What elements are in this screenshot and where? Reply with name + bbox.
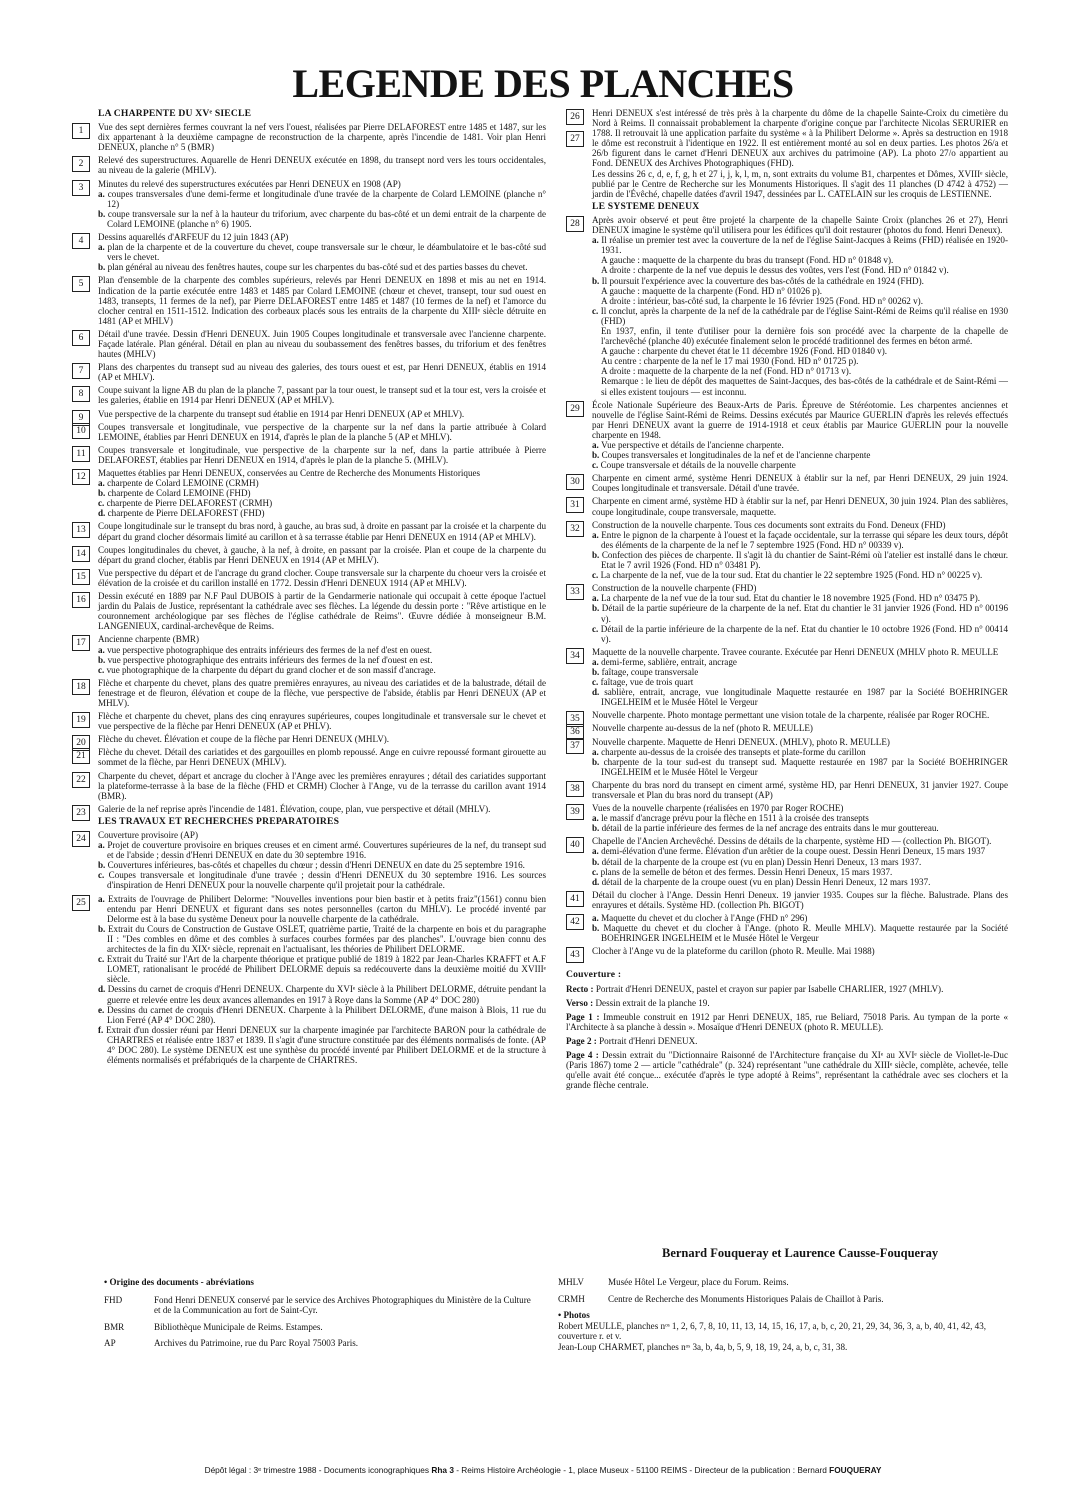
- entry-sub: b. Extrait du Cours de Construction de Gustave OSLET, quatrième partie, Traité de la charpente en bois et du paragraphe II : "Des combles en dôme et des combles à surfaces courbes formées par des planches". L'ouvrage bien connu des architectes de la fin du XIXᵉ siècle, reprenait en l'actualisant, les théories de Philibert DELORME.: [98, 923, 547, 955]
- plate-entry-8: [72, 385, 546, 405]
- entry-text: Dessins aquarellés d'ARFEUF du 12 juin 1843 (AP): [98, 232, 289, 243]
- plate-number: 38: [566, 781, 584, 797]
- entry-text: Vues de la nouvelle charpente (réalisées en 1970 par Roger ROCHE): [592, 803, 844, 814]
- entry-sub: c. Il conclut, après la charpente de la nef de la cathédrale par de l'église Saint-Rémi de Reims qu'il réalise en 1930 (FHD): [592, 305, 1009, 326]
- plate-number: 29: [566, 401, 584, 417]
- plate-number: 5: [72, 276, 90, 292]
- entry-text: Coupes transversale et longitudinale, vue perspective de la charpente sur la nef dans la partie attribuée à Colard LEMOINE, établies par Henri DENEUX en 1914, d'après le plan de la planche 5 (AP et MHLV).: [98, 421, 546, 442]
- entry-text: Construction de la nouvelle charpente (FHD): [592, 583, 757, 594]
- plate-entry-10: [72, 422, 546, 442]
- plate-entry-20: [72, 734, 546, 749]
- entry-text: Construction de la nouvelle charpente. Tous ces documents sont extraits du Fond. Deneux (FHD): [592, 519, 946, 530]
- entry-sub: a. coupes transversales d'une demi-ferme et longitudinale d'une travée de la charpente de Colard LEMOINE (planche n° 12): [98, 188, 547, 209]
- entry-sub: a. Entre le pignon de la charpente à l'ouest et la façade occidentale, sur la terrasse qui sépare les deux tours, dépôt des éléments de la charpente de la nef le 7 septembre 1925 (Fond. HD n° 00339 v).: [592, 529, 1009, 550]
- plate-number: 33: [566, 584, 584, 600]
- plate-entry-36: [566, 723, 1008, 738]
- plate-number: 43: [566, 947, 584, 963]
- plate-entry-14: [72, 545, 546, 565]
- entry-text: Nouvelle charpente. Maquette de Henri DENEUX. (MHLV), photo R. MEULLE): [592, 736, 890, 747]
- plate-number: 26: [566, 109, 584, 125]
- plate-entry-38: [566, 780, 1008, 800]
- entry-text: Coupes transversale et longitudinale, vue perspective de la charpente sur la nef, dans la partie attribuée à Pierre DELAFOREST, établies par Henri DENEUX en 1914, d'après le plan de la planche 5. (MHLV).: [98, 444, 546, 465]
- entry-text: Détail d'une travée. Dessin d'Henri DENEUX. Juin 1905 Coupes longitudinale et transversale avec l'ancienne charpente. Façade latérale. Plan général. Détail en plan au niveau du soubassement des fenêtres basses, du triforium et des fenêtres hautes (MHLV): [98, 328, 546, 360]
- entry-sub: c. La charpente de la nef, vue de la tour sud. Etat du chantier le 22 septembre 1925 (Fond. HD n° 00225 v).: [592, 570, 983, 581]
- plate-entry-2: [72, 155, 546, 175]
- photo-credit: Jean-Loup CHARMET, planches nᵒˢ 3a, b, 4a, b, 5, 9, 18, 19, 24, a, b, c, 31, 38.: [558, 1341, 848, 1352]
- right-column: [566, 108, 1008, 1094]
- entry-text: Coupe suivant la ligne AB du plan de la planche 7, passant par la tour ouest, le transept sud et la tour est, vers la croisée et les galeries, établie en 1914 par Henri DENEUX (AP et MHLV).: [98, 385, 546, 406]
- plate-number: 1: [72, 123, 90, 139]
- entry-sub: c. plans de la semelle de béton et des fermes. Dessin Henri Deneux, 15 mars 1937.: [592, 866, 893, 877]
- entry-text: Flèche et charpente du chevet, plans des quatre premières enrayures, au niveau des cariatides et de la balustrade, détail de fenestrage et de fleuron, élévation et coupe de la flèche, vue perspective de l'abside, établis par Henri DENEUX (AP et MHLV).: [98, 677, 546, 708]
- entry-sub: c. Détail de la partie inférieure de la charpente de la nef. Etat du chantier le 10 octobre 1926 (Fond. HD n° 00414 v).: [592, 623, 1008, 644]
- entry-sub: a. Extraits de l'ouvrage de Philibert Delorme: "Nouvelles inventions pour bien bastir et à petits fraiz"(1561) connu bien entendu par Henri DENEUX et figurant dans ses notes personnelles (carton du MHLV). Le procédé inventé par Delorme est à la base du système Deneux pour la nouvelle charpente de la cathédrale.: [98, 893, 546, 924]
- cover-page-2: Page 2 : Portrait d'Henri DENEUX.: [566, 1035, 698, 1046]
- cover-section: [566, 970, 1008, 1090]
- entry-text: École Nationale Supérieure des Beaux-Arts de Paris. Épreuve de Stéréotomie. Les charpentes anciennes et nouvelle de l'église Saint-Rémi de Reims. Dessins exécutés par Maurice GUERLIN d'après les relevés effectués par Henri DENEUX avant la guerre de 1914-1918 et ceux établis par Maurice GUERLIN pour la nouvelle charpente en 1948.: [592, 399, 1008, 440]
- entry-sub: b. Détail de la partie supérieure de la charpente de la nef. Etat du chantier le 31 janvier 1926 (Fond. HD n° 00196 v).: [592, 603, 1008, 624]
- entry-text: Après avoir observé et peut être projeté la charpente de la chapelle Sainte Croix (planches 26 et 27), Henri DENEUX imagine le système qu'il utilisera pour les édifices qu'il doit restaurer (photos du fond. Henri Deneux).: [592, 214, 1008, 236]
- plate-number: 37: [566, 738, 584, 754]
- entry-sub: c. charpente de Pierre DELAFOREST (CRMH): [98, 498, 273, 509]
- entry-sub: A gauche : maquette de la charpente (Fond. HD n° 01026 p).: [601, 285, 823, 296]
- plate-entry-42: [566, 913, 1008, 943]
- entry-sub: a. plan de la charpente et de la couverture du chevet, coupe transversale sur le chœur, le déambulatoire et le bas-côté sud vers le chevet.: [98, 242, 546, 263]
- left-column: [72, 108, 546, 1068]
- plate-entry-37: [566, 737, 1008, 777]
- plate-number: 15: [72, 569, 90, 585]
- plate-entry-17: [72, 634, 546, 674]
- plate-number: 35: [566, 711, 584, 727]
- plate-number: 39: [566, 804, 584, 820]
- entry-sub: d. charpente de Pierre DELAFOREST (FHD): [98, 508, 265, 519]
- cover-verso: Verso : Dessin extrait de la planche 19.: [566, 997, 710, 1008]
- plate-entry-30: [566, 473, 1008, 493]
- page-title: LEGENDE DES PLANCHES: [292, 61, 794, 106]
- entry-sub: b. détail de la partie inférieure des fermes de la nef ancrage des entraits dans le mur gouttereau.: [592, 823, 939, 834]
- entry-sub: b. plan général au niveau des fenêtres hautes, coupe sur les charpentes du bas-côté sud et des parties basses du chevet.: [98, 262, 528, 273]
- plate-entry-21: [72, 747, 546, 767]
- entry-sub: b. Coupes transversales et longitudinales de la nef et de l'ancienne charpente: [592, 450, 871, 461]
- plate-number: 32: [566, 521, 584, 537]
- plate-entry-9: [72, 408, 546, 423]
- entry-text: Nouvelle charpente. Photo montage permettant une vision totale de la charpente, réalisée par Roger ROCHE.: [592, 710, 990, 721]
- entry-text: Ancienne charpente (BMR): [98, 634, 200, 645]
- entry-sub: En 1937, enfin, il tente d'utiliser pour la dernière fois son procédé avec la charpente de la chapelle de l'archevêché (planche 40) exécutée finalement selon le procédé traditionnel des fermes en béton armé.: [601, 325, 1008, 347]
- plate-number: 16: [72, 592, 90, 608]
- entry-text: Coupe longitudinale sur le transept du bras nord, à gauche, au bras sud, à droite en passant par la croisée et la charpente du départ du grand clocher désormais limité au carillon et à sa terrasse établie par Henri DENEUX en 1914 (AP et MHLV).: [98, 521, 546, 542]
- entry-text: Vue perspective de la charpente du transept sud établie en 1914 par Henri DENEUX (AP et MHLV).: [98, 408, 465, 419]
- plate-number: 17: [72, 635, 90, 651]
- cover-page-1: Page 1 : Immeuble construit en 1912 par Henri DENEUX, 185, rue Beliard, 75018 Paris. Au tympan de la porte « l'Architecte à sa planche à dessin ». Mosaïque d'Henri DENEUX (photo R. MEULLE).: [566, 1011, 1009, 1032]
- plate-entry-28: [566, 215, 1008, 397]
- plate-entry-1: [72, 122, 546, 152]
- plate-number: 18: [72, 679, 90, 695]
- entry-text: Coupes longitudinales du chevet, à gauche, à la nef, à droite, en passant par la croisée. Plan et coupe de la charpente du départ du grand clocher, établis par Henri DENEUX en 1914 (AP et MHLV).: [98, 544, 546, 565]
- entry-sub: a. Il réalise un premier test avec la couverture de la nef de l'église Saint-Jacques à Reims (FHD) réalisée en 1920-1931.: [592, 235, 1009, 256]
- plate-entry-26-27: [566, 108, 1008, 199]
- plate-entry-22: [72, 771, 546, 801]
- entry-sub: a. charpente de Colard LEMOINE (CRMH): [98, 478, 259, 489]
- plate-entry-31: [566, 496, 1008, 516]
- source-item: CRMH Centre de Recherche des Monuments Historiques Palais de Chaillot à Paris.: [558, 1293, 884, 1304]
- entry-text: Plan d'ensemble de la charpente des combles supérieurs, relevés par Henri DENEUX en 1898 et mis au net en 1914. Indication de la partie exécutée entre 1483 et 1485 par Colard LEMOINE (chœur et chevet, transept, tour sud ouest en 1483, transepts, 11 fermes de la nef), par Pierre DELAFOREST entre 1485 et 1487 (10 fermes de la nef) et l'amorce du clocher central en 1511-1512. Indication des corbeaux placés sous les entraits de la charpente du XIIIᵉ siècle détruite en 1481 (AP et MHLV): [98, 275, 546, 326]
- plate-number: 12: [72, 469, 90, 485]
- plate-entry-35: [566, 710, 1008, 725]
- source-item: AP Archives du Patrimoine, rue du Parc Royal 75003 Paris.: [104, 1338, 359, 1348]
- plate-entry-5: [72, 275, 546, 325]
- entry-sub: A droite : intérieur, bas-côté sud, la charpente le 16 février 1925 (Fond. HD n° 00262 v).: [601, 295, 923, 306]
- plate-entry-4: [72, 232, 546, 272]
- entry-text: Maquettes établies par Henri DENEUX, conservées au Centre de Recherche des Monuments Historiques: [98, 468, 481, 478]
- plate-entry-12: [72, 468, 546, 518]
- plate-entry-11: [72, 445, 546, 465]
- plate-number: 42: [566, 914, 584, 930]
- plate-entry-39: [566, 803, 1008, 833]
- plate-entry-6: [72, 329, 546, 359]
- plate-number: 14: [72, 546, 90, 562]
- entry-text: Charpente en ciment armé, système HD à établir sur la nef, par Henri DENEUX, 30 juin 1924. Plan des sablières, coupe longitudinale, coupe transversale, maquette.: [592, 496, 1008, 517]
- entry-text: Henri DENEUX s'est intéressé de très près à la charpente du dôme de la chapelle Sainte-Croix du cimetière du Nord à Reims. Il connaissait probablement la charpente d'origine conçue par l'architecte Nicolas SERURIER en 1788. Il retrouvait là une application parfaite du système « à la Philibert Delorme ». Après sa destruction en 1918 le dôme est reconstruit à l'identique en 1922. Il est entièrement monté au sol en deux parties. Les photos 26/a et 26/b figurent dans le carnet d'Henri DENEUX aux archives du patrimoine (AP). La photo 27/o appartient au Fond. DENEUX des Archives Photographiques (FHD).: [592, 108, 1008, 169]
- entry-sub: Remarque : le lieu de dépôt des maquettes de Saint-Jacques, des bas-côtés de la cathédrale et de Saint-Rémi — si elles existent toujours — est inconnu.: [601, 376, 1008, 397]
- entry-text: Flèche du chevet. Élévation et coupe de la flèche par Henri DENEUX (MHLV).: [98, 734, 390, 745]
- entry-text: Galerie de la nef reprise après l'incendie de 1481. Élévation, coupe, plan, vue perspective et détail (MHLV).: [98, 803, 491, 814]
- entry-sub: b. Couvertures inférieures, bas-côtés et chapelles du chœur ; dessin d'Henri DENEUX en date du 25 septembre 1916.: [98, 860, 525, 871]
- entry-sub: e. Dessins du carnet de croquis d'Henri DENEUX. Charpente à la Philibert DELORME, d'une maison à Blois, 11 rue du Lion Ferré (AP 4° DOC 280).: [98, 1004, 546, 1025]
- sources-title: • Origine des documents - abréviations: [104, 1277, 254, 1287]
- source-item: FHD Fond Henri DENEUX conservé par le service des Archives Photographiques du Ministère de la Culture et de la Communication au fort de Saint-Cyr.: [104, 1294, 531, 1315]
- entry-sub: a. La charpente de la nef vue de la tour sud. Etat du chantier le 18 novembre 1925 (Fond. HD n° 03475 P).: [592, 593, 980, 604]
- plate-entry-29: [566, 400, 1008, 471]
- legal-footer: Dépôt légal : 3ᵉ trimestre 1988 - Documents iconographiques Rha 3 - Reims Histoire Archéologie - 1, place Museux - 51100 REIMS - Directeur de la publication : Bernard FOUQUERAY: [204, 1465, 882, 1475]
- entry-sub: Au centre : charpente de la nef le 17 mai 1930 (Fond. HD n° 01725 p).: [601, 356, 859, 367]
- cover-title: Couverture :: [566, 969, 622, 981]
- photos-title: • Photos: [558, 1310, 590, 1320]
- entry-sub: b. charpente de Colard LEMOINE (FHD): [98, 488, 251, 499]
- plate-number: 4: [72, 233, 90, 249]
- entry-text: Couverture provisoire (AP): [98, 830, 199, 840]
- source-item: MHLV Musée Hôtel Le Vergeur, place du Forum. Reims.: [558, 1277, 789, 1287]
- entry-sub: b. coupe transversale sur la nef à la hauteur du triforium, avec charpente du bas-côté et un demi entrait de la charpente de Colard LEMOINE (planche n° 6) 1905.: [98, 208, 546, 229]
- entry-sub: a. Vue perspective et détails de l'ancienne charpente.: [592, 440, 784, 450]
- entry-sub: d. Dessins du carnet de croquis d'Henri DENEUX. Charpente du XVIᵉ siècle à la Philibert DELORME, détruite pendant la guerre et relevée entre les deux avances allemandes en 1917 à Roye dans la Somme (AP 4° DOC 280): [98, 984, 546, 1005]
- entry-sub: c. Coupe transversale et détails de la nouvelle charpente: [592, 460, 796, 471]
- entry-text: Clocher à l'Ange vu de la plateforme du carillon (photo R. Meulle. Mai 1988): [592, 946, 875, 957]
- plate-number: 20: [72, 735, 90, 751]
- entry-text: Nouvelle charpente au-dessus de la nef (photo R. MEULLE): [592, 723, 813, 734]
- plate-number: 22: [72, 772, 90, 788]
- plate-entry-23: [72, 803, 546, 818]
- entry-sub: c. faîtage, vue de trois quart: [592, 677, 694, 688]
- plate-number: 9: [72, 410, 90, 426]
- entry-text: Vue des sept dernières fermes couvrant la nef vers l'ouest, réalisées par Pierre DELAFOREST entre 1485 et 1487, sur les dix appartenant à la deuxième campagne de reconstruction de la charpente, après l'incendie de 1481. Voir plan Henri DENEUX, planche n° 5 (BMR): [98, 122, 546, 153]
- plate-entry-41: [566, 890, 1008, 910]
- entry-text: Détail du clocher à l'Ange. Dessin Henri Deneux. 19 janvier 1935. Coupes sur la flèche. Balustrade. Plans des enrayures et détails. Système HD. (collection Ph. BIGOT): [592, 889, 1008, 910]
- plate-entry-24: [72, 830, 546, 891]
- entry-sub: b. Maquette du chevet et du clocher à l'Ange. (photo R. Meulle MHLV). Maquette restaurée par la Société BOEHRINGER INGELHEIM et le Musée Hôtel le Vergeur: [592, 923, 1008, 944]
- section-title: LES TRAVAUX ET RECHERCHES PREPARATOIRES: [98, 815, 340, 827]
- entry-sub: a. demi-élévation d'une ferme. Élévation d'un arêtier de la coupe ouest. Dessin Henri Deneux, 15 mars 1937: [592, 846, 986, 857]
- entry-sub: a. Projet de couverture provisoire en briques creuses et en ciment armé. Couvertures supérieures de la nef, du transept sud et de l'abside ; dessin d'Henri DENEUX en date du 30 septembre 1916.: [98, 840, 546, 861]
- section-title: LE SYSTEME DENEUX: [592, 200, 700, 212]
- entry-text: Charpente en ciment armé, système Henri DENEUX à établir sur la nef, par Henri DENEUX, 29 juin 1924. Coupes longitudinale et transversale. Détail d'une travée.: [592, 473, 1008, 494]
- entry-sub: d. sablière, entrait, ancrage, vue longitudinale Maquette restaurée en 1987 par la Société BOEHRINGER INGELHEIM et le Musée Hôtel le Vergeur: [592, 687, 1008, 708]
- entry-sub: A gauche : maquette de la charpente du bras du transept (Fond. HD n° 01848 v).: [601, 255, 894, 266]
- entry-sub: A gauche : charpente du chevet état le 11 décembre 1926 (Fond. HD 01840 v).: [601, 346, 888, 357]
- photo-credit: Robert MEULLE, planches nᵒˢ 1, 2, 6, 7, 8, 10, 11, 13, 14, 15, 16, 17, a, b, c, 20, 21, 29, 34, 36, 3, a, b, 40, 41, 42, 43, couverture r. et v.: [558, 1320, 987, 1341]
- plate-entry-3: [72, 179, 546, 229]
- plate-number: 13: [72, 522, 90, 538]
- authors: Bernard Fouqueray et Laurence Causse-Fouqueray: [662, 1246, 939, 1260]
- entry-sub: a. vue perspective photographique des entraits inférieurs des fermes de la nef d'est en ouest.: [98, 644, 432, 655]
- plate-number: 40: [566, 837, 584, 853]
- plate-entry-40: [566, 836, 1008, 886]
- entry-sub: c. Coupes transversale et longitudinale d'une travée ; dessin d'Henri DENEUX du 30 septembre 1916. Les sources d'inspiration de Henri DENEUX pour la nouvelle charpente qu'il projetait pour la cathédrale.: [98, 870, 546, 891]
- entry-text: Charpente du chevet, départ et ancrage du clocher à l'Ange avec les premières enrayures ; détail des cariatides supportant la plateforme-terrasse à la base de la flèche (FHD et CRMH) Clocher à l'Ange, vu de la terrasse du carillon avant 1914 (BMR).: [98, 770, 546, 801]
- cover-recto: Recto : Portrait d'Henri DENEUX, pastel et crayon sur papier par Isabelle CHARLIER, 1927 (MHLV).: [566, 983, 944, 994]
- entry-sub: f. Extrait d'un dossier réuni par Henri DENEUX sur la charpente imaginée par l'architecte BARON pour la cathédrale de CHARTRES et réalisée entre 1837 et 1839. Il s'agit d'une structure constituée par des éléments normalisés de fonte. (AP 4° DOC 280). Le système DENEUX est une synthèse du procédé inventé par Philibert DELORME et de la structure à éléments normalisés et préfabriqués de la charpente de CHARTRES.: [98, 1024, 547, 1066]
- entry-text: Relevé des superstructures. Aquarelle de Henri DENEUX exécutée en 1898, du transept nord vers les tours occidentales, au niveau de la galerie (MHLV).: [98, 155, 546, 176]
- entry-sub: b. Confection des pièces de charpente. Il s'agit là du chantier de Saint-Rémi où l'atelier est installé dans le chœur. Etat le 7 avril 1926 (Fond. HD n° 03481 P).: [592, 549, 1008, 571]
- sources-right: [558, 1277, 988, 1352]
- entry-sub: c. vue photographique de la charpente du départ du grand clocher et de son massif d'ancrage.: [98, 664, 436, 675]
- plate-number: 2: [72, 156, 90, 172]
- plate-number: 10: [72, 423, 90, 439]
- plate-number: 3: [72, 180, 90, 196]
- plate-number: 21: [72, 748, 90, 764]
- entry-text: Charpente du bras nord du transept en ciment armé, système HD, par Henri DENEUX, 31 janvier 1927. Coupe transversale et Plan du bras nord du transept (AP): [592, 779, 1008, 800]
- entry-sub: b. vue perspective photographique des entraits inférieurs des fermes de la nef d'ouest en est.: [98, 654, 433, 665]
- entry-sub: b. Il poursuit l'expérience avec la couverture des bas-côtés de la cathédrale en 1924 (FHD).: [592, 275, 924, 286]
- plate-number: 6: [72, 330, 90, 346]
- entry-sub: a. le massif d'ancrage prévu pour la flèche en 1511 à la croisée des transepts: [592, 813, 869, 824]
- entry-sub: a. Maquette du chevet et du clocher à l'Ange (FHD n° 296): [592, 913, 808, 924]
- plate-entry-43: [566, 946, 1008, 961]
- sources-left: [104, 1277, 534, 1355]
- entry-sub: b. charpente de la tour sud-est du transept sud. Maquette restaurée en 1987 par la Société BOEHRINGER INGELHEIM et le Musée Hôtel le Vergeur: [592, 756, 1008, 777]
- plate-number: 19: [72, 712, 90, 728]
- plate-number: 8: [72, 386, 90, 402]
- plate-entry-18: [72, 678, 546, 708]
- plate-number: 27: [566, 131, 584, 147]
- plate-number: 31: [566, 497, 584, 513]
- plate-entry-25: [72, 894, 546, 1066]
- entry-sub: A droite : charpente de la nef vue depuis le dessus des voûtes, vers l'est (Fond. HD n° 01842 v).: [601, 265, 949, 276]
- plate-number: 11: [72, 446, 90, 462]
- source-item: BMR Bibliothèque Municipale de Reims. Estampes.: [104, 1321, 323, 1332]
- entry-text: Maquette de la nouvelle charpente. Travee courante. Exécutée par Henri DENEUX (MHLV photo R. MEULLE: [592, 646, 999, 657]
- plate-number: 28: [566, 216, 584, 232]
- entry-text: Chapelle de l'Ancien Archevêché. Dessins de détails de la charpente, système HD — (collection Ph. BIGOT).: [592, 836, 992, 847]
- plate-entry-13: [72, 521, 546, 541]
- entry-text: Dessin exécuté en 1889 par N.F Paul DUBOIS à partir de la Gendarmerie nationale qui occupait à cette époque l'actuel jardin du Palais de Justice, représentant la cathédrale avec ses flèches. La légende du dessin porte : "Rêve artistique en le couronnement archéologique par ses flèches de l'église cathédrale de Reims". Œuvre dédiée à monseigneur B.M. LANGENIEUX, cardinal-archevêque de Reims.: [98, 591, 546, 632]
- plate-number: 25: [72, 895, 90, 911]
- entry-text: Les dessins 26 c, d, e, f, g, h et 27 i, j, k, l, m, n, sont extraits du volume B1, charpentes et Dômes, XVIIIᵉ siècle, publié par le Centre de Recherche sur les Monuments Historiques. Il s'agit des 11 planches (D 4742 à 4752) — jardin de l'Évêché, chapelle datées d'avril 1947, dessinées par L. CATELAIN sur les croquis de LESTIENNE.: [592, 168, 1008, 199]
- plate-entry-16: [72, 591, 546, 631]
- plate-entry-15: [72, 568, 546, 588]
- plate-number: 23: [72, 805, 90, 821]
- plate-number: 34: [566, 648, 584, 664]
- plate-number: 30: [566, 474, 584, 490]
- entry-sub: b. faîtage, coupe transversale: [592, 666, 699, 677]
- plate-entry-33: [566, 583, 1008, 644]
- entry-text: Minutes du relevé des superstructures exécutées par Henri DENEUX en 1908 (AP): [98, 178, 401, 189]
- plate-number: 7: [72, 363, 90, 379]
- entry-sub: c. Extrait du Traité sur l'Art de la charpente théorique et pratique publié de 1819 à 1822 par Jean-Charles KRAFFT et A.F LOMET, rationalisant le procédé de Philibert DELORME depuis sa redécouverte dans la deuxième moitié du XVIIIᵉ siècle.: [98, 954, 546, 985]
- entry-text: Plans des charpentes du transept sud au niveau des galeries, des tours ouest et est, par Henri DENEUX, établis en 1914 (AP et MHLV).: [98, 362, 546, 383]
- entry-sub: b. détail de la charpente de la croupe est (vu en plan) Dessin Henri Deneux, 13 mars 1937.: [592, 856, 922, 867]
- entry-sub: a. charpente au-dessus de la croisée des transepts et plate-forme du carillon: [592, 746, 866, 757]
- entry-sub: d. détail de la charpente de la croupe ouest (vu en plan) Dessin Henri Deneux, 12 mars 1937.: [592, 876, 931, 887]
- plate-entry-19: [72, 711, 546, 731]
- entry-text: Flèche du chevet. Détail des cariatides et des gargouilles en plomb repoussé. Ange en cuivre repoussé formant girouette au sommet de la flèche, par Henri DENEUX (MHLV).: [98, 747, 546, 768]
- plate-number: 36: [566, 724, 584, 740]
- entry-text: Vue perspective du départ et de l'ancrage du grand clocher. Coupe transversale sur la charpente du choeur vers la croisée et élévation de la croisée et du carillon installé en 1772. Dessin d'Henri DENEUX 1914 (AP et MHLV).: [98, 567, 546, 588]
- plate-entry-32: [566, 520, 1008, 581]
- entry-sub: a. demi-ferme, sablière, entrait, ancrage: [592, 656, 737, 667]
- plate-number: 41: [566, 891, 584, 907]
- plate-entry-7: [72, 362, 546, 382]
- cover-page-4: Page 4 : Dessin extrait du "Dictionnaire Raisonné de l'Architecture française du XIᵉ au XVIᵉ siècle de Viollet-le-Duc (Paris 1867) tome 2 — article "cathédrale" (p. 324) représentant "une cathédrale du XIIIᵉ siècle, complète, achevée, telle qu'elle avait été conçue... exécutée d'après le type adopté à Reims", représentant la cathédrale avec ses clochers et la grande flèche centrale.: [566, 1049, 1008, 1091]
- section-title: LA CHARPENTE DU XVᵉ SIECLE: [98, 108, 252, 119]
- plate-entry-34: [566, 647, 1008, 708]
- entry-text: Flèche et charpente du chevet, plans des cinq enrayures supérieures, coupes longitudinale et transversale sur le chevet et vue perspective de la flèche par Henri DENEUX (AP et PHLV).: [98, 711, 546, 732]
- entry-sub: A droite : maquette de la charpente de la nef (Fond. HD n° 01713 v).: [601, 366, 852, 377]
- plate-number: 24: [72, 831, 90, 847]
